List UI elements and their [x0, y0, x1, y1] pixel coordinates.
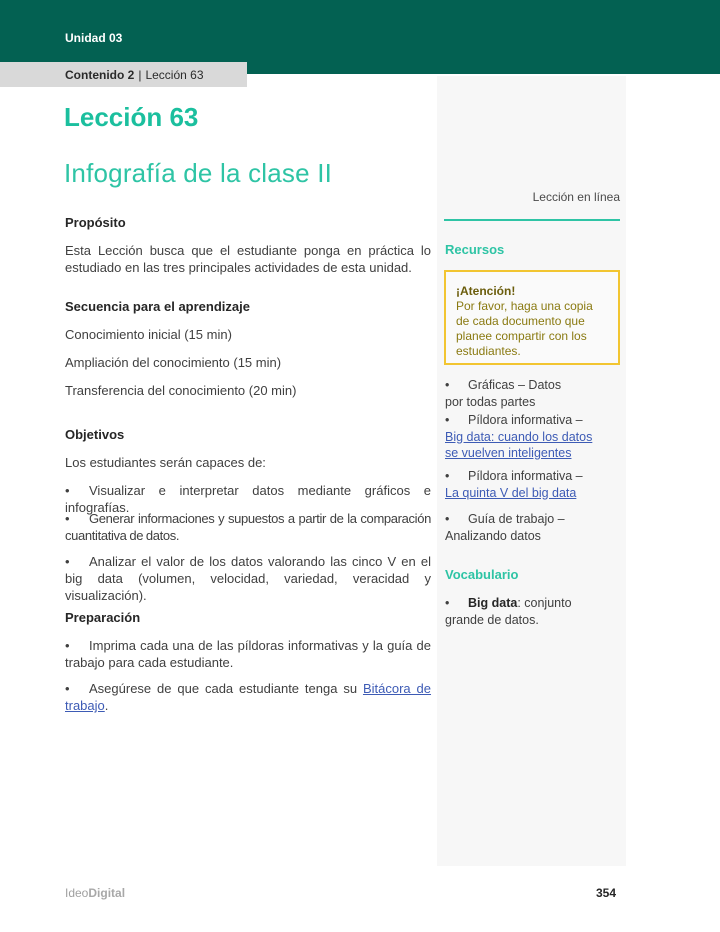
- objective-item: • Analizar el valor de los datos valorando las cinco V en el big data (volumen, velocidad, variedad, veracidad y visualización).: [65, 554, 431, 603]
- vocabulary-item: • Big data: conjunto grande de datos.: [445, 596, 572, 627]
- notice-text: Por favor, haga una copia de cada documento que planee compartir con los estudiantes.: [456, 299, 593, 358]
- objectives-heading: Objetivos: [65, 427, 125, 442]
- online-lesson-label: Lección en línea: [532, 190, 620, 204]
- resource-item: • Píldora informativa – La quinta V del big data: [445, 469, 583, 500]
- bitacora-link[interactable]: Bitácora de trabajo: [65, 681, 432, 713]
- resource-item: • Guía de trabajo – Analizando datos: [445, 512, 565, 543]
- preparation-item: • Imprima cada una de las píldoras informativas y la guía de trabajo para cada estudiante.: [65, 638, 431, 670]
- resource-item: • Gráficas – Datos por todas partes: [445, 378, 562, 409]
- bullet-icon: •: [65, 681, 70, 696]
- resource-item: • Píldora informativa – Big data: cuando los datos se vuelven inteligentes: [445, 412, 625, 462]
- breadcrumb-separator: |: [138, 68, 142, 82]
- bullet-icon: •: [445, 378, 450, 392]
- notice-title: ¡Atención!: [456, 284, 516, 298]
- objective-item: • Generar informaciones y supuestos a partir de la comparación cuantitativa de datos.: [65, 511, 431, 543]
- bullet-icon: •: [65, 554, 70, 569]
- breadcrumb: [65, 68, 204, 82]
- bullet-icon: •: [445, 596, 450, 610]
- bullet-icon: •: [445, 512, 450, 526]
- quinta-v-link[interactable]: La quinta V del big data: [445, 485, 577, 500]
- sequence-item: Transferencia del conocimiento (20 min): [65, 383, 297, 398]
- bullet-icon: •: [445, 413, 450, 427]
- preparation-item: • Asegúrese de que cada estudiante tenga su Bitácora de trabajo.: [65, 681, 432, 713]
- attention-notice: [444, 270, 620, 365]
- vocabulary-heading: Vocabulario: [445, 567, 519, 582]
- brand-logo: IdeoDigital: [65, 886, 126, 900]
- page-number: 354: [596, 886, 617, 900]
- sequence-item: Ampliación del conocimiento (15 min): [65, 355, 282, 370]
- breadcrumb-lesson: Lección 63: [145, 68, 204, 82]
- sequence-heading: Secuencia para el aprendizaje: [65, 299, 250, 314]
- resources-heading: Recursos: [445, 242, 505, 257]
- unit-label: Unidad 03: [65, 31, 123, 45]
- page-title: Lección 63: [64, 102, 199, 132]
- bullet-icon: •: [445, 469, 450, 483]
- page-subtitle: Infografía de la clase II: [64, 158, 333, 188]
- objective-item: • Visualizar e interpretar datos mediante gráficos e infografías.: [65, 483, 431, 515]
- purpose-text: Esta Lección busca que el estudiante ponga en práctica lo estudiado en las tres principales actividades de esta unidad.: [65, 243, 431, 275]
- bullet-icon: •: [65, 483, 70, 498]
- breadcrumb-content: Contenido 2: [65, 68, 135, 82]
- bullet-icon: •: [65, 511, 70, 526]
- big-data-link[interactable]: Big data: cuando los datos se vuelven inteligentes: [445, 429, 593, 460]
- bullet-icon: •: [65, 638, 70, 653]
- objectives-intro: Los estudiantes serán capaces de:: [65, 455, 266, 470]
- purpose-heading: Propósito: [65, 215, 126, 230]
- preparation-heading: Preparación: [65, 610, 141, 625]
- sequence-item: Conocimiento inicial (15 min): [65, 327, 232, 342]
- divider: [444, 219, 620, 221]
